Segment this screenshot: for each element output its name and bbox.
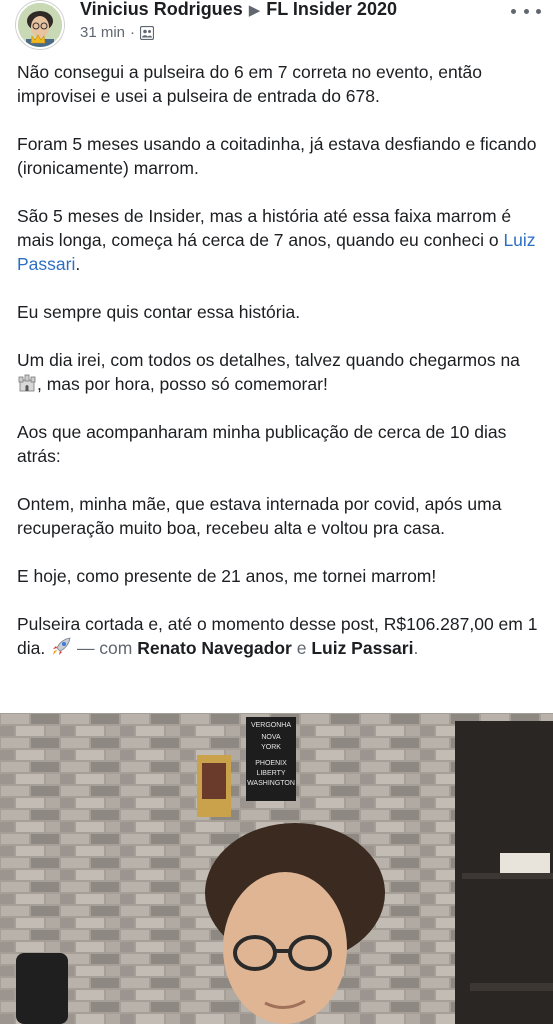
author-line [80,0,397,20]
poster-line-4: PHOENIX [255,760,287,767]
paragraph-3-text: São 5 meses de Insider, mas a história até essa faixa marrom é mais longa, começa há cerca de 7 anos, quando eu conheci o [17,206,512,250]
right-triangle-icon: ▶ [248,2,261,19]
paragraph-5-text: Um dia irei, com todos os detalhes, talvez quando chegarmos na [17,350,520,370]
paragraph-5-end: , mas por hora, posso só comemorar! [37,374,328,394]
paragraph-2: Foram 5 meses usando a coitadinha, já estava desfiando e ficando (ironicamente) marrom. [17,134,537,178]
paragraph-8: E hoje, como presente de 21 anos, me tornei marrom! [17,566,437,586]
poster-line-5: LIBERTY [256,770,286,777]
paragraph-9-end: . [413,638,419,658]
post-meta [80,24,154,41]
paragraph-1: Não consegui a pulseira do 6 em 7 correta no evento, então improvisei e usei a pulseira de entrada do 678. [17,62,483,106]
badge-icon [30,34,46,44]
paragraph-3 [17,204,542,276]
paragraph-6: Aos que acompanharam minha publicação de cerca de 10 dias atrás: [17,422,507,466]
mention-luiz-passari[interactable]: Luiz Passari [17,230,536,274]
post-photo[interactable] [0,713,553,1024]
poster-line-3: YORK [261,744,281,751]
more-dots-icon[interactable] [511,0,541,22]
tag-luiz-passari[interactable]: Luiz Passari [311,638,414,658]
group-name[interactable]: FL Insider 2020 [266,0,397,19]
meta-separator: · [130,24,136,41]
photo-illustration [0,713,553,1024]
paragraph-4: Eu sempre quis contar essa história. [17,302,301,322]
tag-with-text: — com [72,638,138,658]
tag-renato-navegador[interactable]: Renato Navegador [137,638,292,658]
tag-and-text: e [291,638,312,658]
castle-icon [17,373,37,393]
group-icon [140,26,154,40]
paragraph-5 [17,348,542,396]
author-name[interactable]: Vinicius Rodrigues [80,0,243,19]
paragraph-3-end: . [75,254,81,274]
post-body [17,60,542,684]
paragraph-9-text: Pulseira cortada e, até o momento desse post, R$106.287,00 em 1 dia. [17,614,538,658]
post-time[interactable]: 31 min [80,24,126,41]
poster-line-1: VERGONHA [250,722,292,729]
paragraph-7: Ontem, minha mãe, que estava internada por covid, após uma recuperação muito boa, recebeu alta e voltou pra casa. [17,494,502,538]
rocket-icon [50,637,72,657]
poster-line-6: WASHINGTON [247,780,295,787]
paragraph-9 [17,612,542,660]
post-header [0,0,553,52]
poster-line-2: NOVA [261,734,281,741]
